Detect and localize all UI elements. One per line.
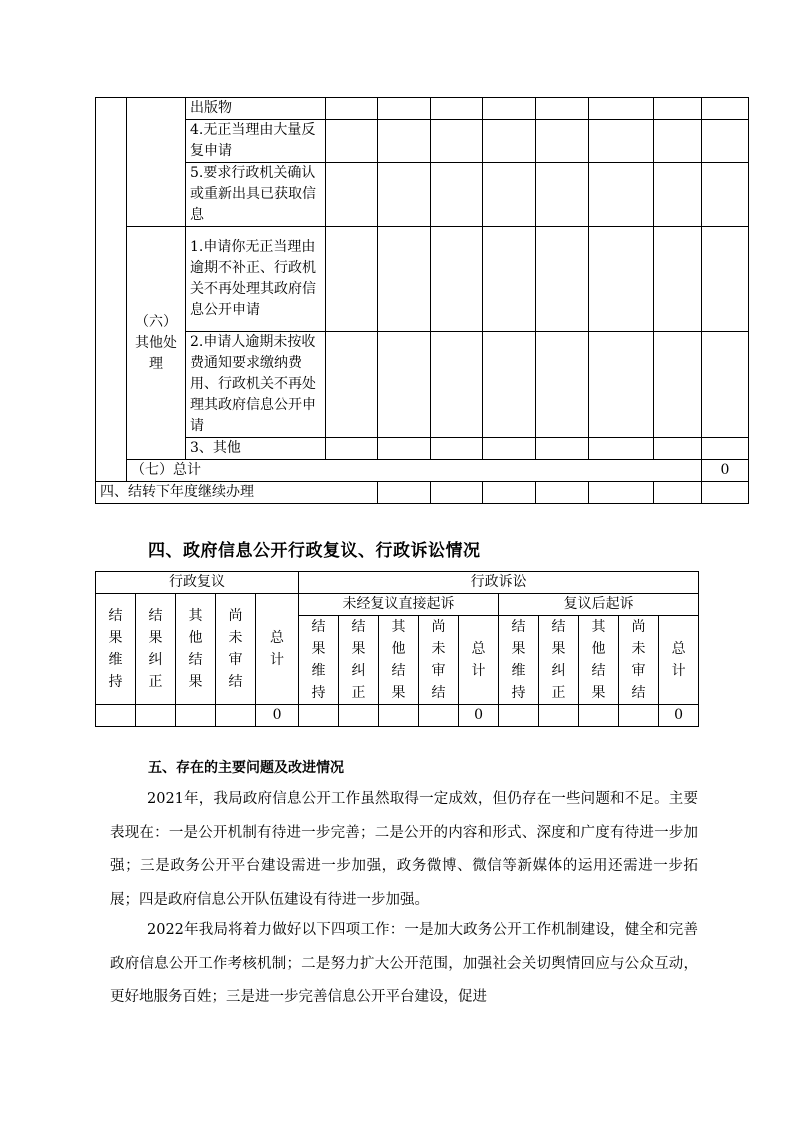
after-total: 0 [659, 705, 699, 727]
table-row [96, 163, 749, 227]
col-header: 其他结果 [176, 594, 216, 705]
col-header: 结果纠正 [136, 594, 176, 705]
left-blank-cell [96, 98, 127, 482]
table-row [96, 705, 699, 727]
table-row [96, 98, 749, 120]
col-header: 结果纠正 [339, 616, 379, 705]
col-header: 其他结果 [579, 616, 619, 705]
row-label: 5.要求行政机关确认或重新出具已获取信息 [186, 163, 326, 227]
col-header: 结果维持 [299, 616, 339, 705]
total-value: 0 [702, 460, 749, 482]
table-row [96, 332, 749, 438]
table-row [96, 227, 749, 332]
row-label: 3、其他 [186, 438, 326, 460]
carry-over-row [96, 482, 749, 504]
paragraph-2: 2022年我局将着力做好以下四项工作：一是加大政务公开工作机制建设，健全和完善政府信息公开工作考核机制；二是努力扩大公开范围，加强社会关切舆情回应与公众互动，更好地服务百姓；三是进一步完善信息公开平台建设，促进 [110, 922, 698, 1005]
col-header: 总计 [659, 616, 699, 705]
after-review-header: 复议后起诉 [499, 594, 699, 616]
col-header: 尚未审结 [619, 616, 659, 705]
col-header: 总计 [459, 616, 499, 705]
section-five-title: 五、存在的主要问题及改进情况 [148, 760, 344, 776]
review-total: 0 [256, 705, 299, 727]
litigation-header: 行政诉讼 [299, 572, 699, 594]
total-label: （七）总计 [127, 460, 702, 482]
row-label: 出版物 [186, 98, 326, 120]
row-label: 2.申请人逾期未按收费通知要求缴纳费用、行政机关不再处理其政府信息公开申请 [186, 332, 326, 438]
direct-suit-header: 未经复议直接起诉 [299, 594, 499, 616]
table-row [96, 120, 749, 163]
disposal-table [95, 97, 749, 504]
row-label: 1.申请你无正当理由逾期不补正、行政机关不再处理其政府信息公开申请 [186, 227, 326, 332]
col-header: 结果纠正 [539, 616, 579, 705]
paragraph-1: 2021年，我局政府信息公开工作虽然取得一定成效，但仍存在一些问题和不足。主要表现在：一是公开机制有待进一步完善；二是公开的内容和形式、深度和广度有待进一步加强；三是政务公开平台建设需进一步加强，政务微博、微信等新媒体的运用还需进一步拓展；四是政府信息公开队伍建设有待进一步加强。 [110, 791, 698, 908]
blank-group-cell [127, 98, 186, 227]
review-header: 行政复议 [96, 572, 299, 594]
direct-total: 0 [459, 705, 499, 727]
col-header: 尚未审结 [419, 616, 459, 705]
table-row [96, 438, 749, 460]
col-header: 其他结果 [379, 616, 419, 705]
col-header: 尚未审结 [216, 594, 256, 705]
review-litigation-table [95, 571, 699, 727]
row-label: 4.无正当理由大量反复申请 [186, 120, 326, 163]
col-header: 结果维持 [499, 616, 539, 705]
col-header: 结果维持 [96, 594, 136, 705]
other-processing-label: （六）其他处理 [127, 227, 186, 460]
section-four-title: 四、政府信息公开行政复议、行政诉讼情况 [148, 541, 481, 561]
total-row [96, 460, 749, 482]
col-header: 总计 [256, 594, 299, 705]
carry-over-label: 四、结转下年度继续办理 [96, 482, 378, 504]
